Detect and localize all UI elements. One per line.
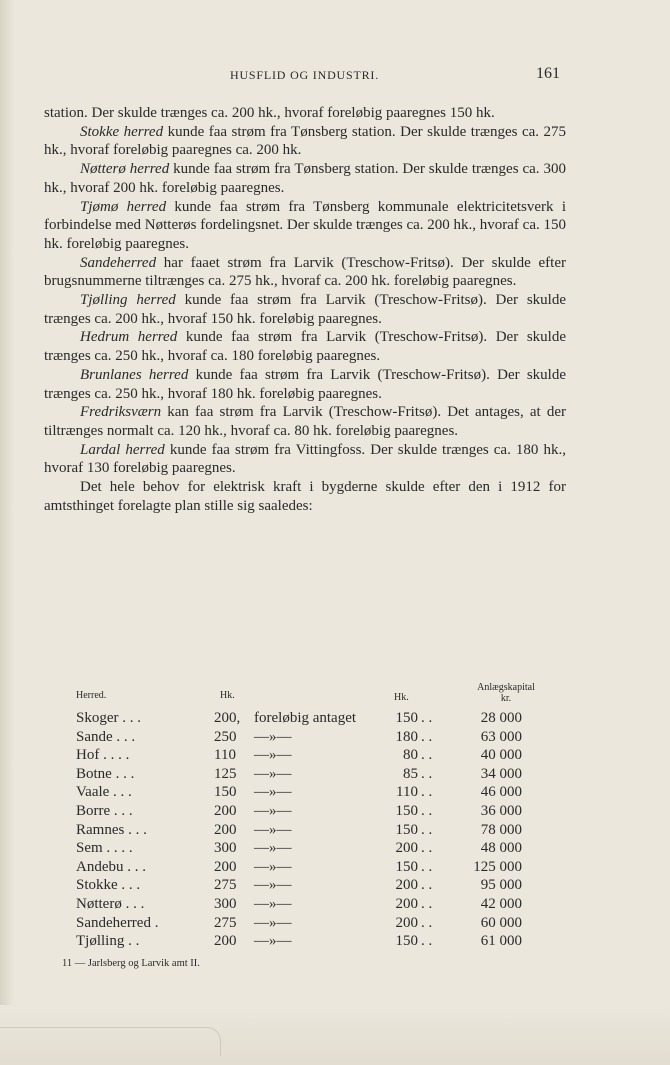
table-row (76, 766, 546, 785)
row-hk-preliminary: 110 (396, 784, 418, 801)
row-herred: Sande . . . (76, 728, 136, 745)
row-note: —»— (254, 895, 292, 912)
paragraph-text: kunde faa strøm fra Larvik (Treschow-Fritsø). Der skulde trænges ca. 250 hk., hvoraf 180 hk. foreløbig paaregnes. (44, 366, 566, 402)
row-herred: Borre . . . (76, 802, 133, 819)
paragraph (44, 254, 566, 291)
table-row (76, 877, 546, 896)
table-row (76, 784, 546, 803)
row-herred: Skoger . . . (76, 710, 141, 726)
paragraph-lead: Nøtterø herred (80, 161, 170, 178)
row-note: —»— (254, 765, 292, 782)
paragraph-lead: Fredriksværn (80, 404, 162, 421)
row-hk-preliminary: 200 (395, 895, 418, 912)
row-herred: Sandeherred . (76, 914, 159, 931)
row-herred: Sem . . . . (76, 840, 133, 857)
row-note: —»— (254, 840, 292, 857)
row-leader-dots: . . (421, 933, 433, 950)
power-demand-table (76, 682, 546, 952)
paragraph (44, 291, 566, 328)
row-hk-preliminary: 150 (395, 858, 418, 875)
row-hk-total: 200 (214, 821, 237, 838)
row-kapital: 61 000 (480, 933, 522, 950)
row-leader-dots: . . (421, 747, 433, 764)
table-row (76, 896, 546, 915)
row-kapital: 125 000 (473, 858, 522, 875)
header-anlaeg-line1: Anlægskapital (477, 682, 535, 693)
row-hk-total: 250 (214, 728, 237, 745)
row-hk-total: 200, (214, 710, 241, 726)
paragraph-text: kunde faa strøm fra Vittingfoss. Der skulde trænges ca. 180 hk., hvoraf 130 foreløbig paaregnes. (44, 441, 566, 477)
row-kapital: 60 000 (480, 914, 522, 931)
paragraph-lead: Tjølling herred (80, 292, 176, 309)
footer-signature: 11 — Jarlsberg og Larvik amt II. (62, 958, 200, 969)
row-kapital: 42 000 (480, 895, 522, 912)
row-note: —»— (254, 784, 292, 801)
table-body (76, 710, 546, 952)
row-hk-preliminary: 200 (395, 914, 418, 931)
table-row (76, 747, 546, 766)
row-kapital: 63 000 (480, 728, 522, 745)
row-hk-total: 300 (214, 840, 237, 857)
row-leader-dots: . . (421, 784, 433, 801)
paragraph-lead: Sandeherred (80, 254, 157, 271)
row-hk-total: 200 (214, 933, 237, 950)
paragraph-text: Det hele behov for elektrisk kraft i bygderne skulde efter den i 1912 for amtsthinget forelagte plan stille sig saaledes: (44, 479, 566, 514)
bottom-page-fold (0, 1005, 670, 1065)
header-herred: Herred. (76, 690, 107, 701)
row-leader-dots: . . (421, 710, 433, 726)
row-leader-dots: . . (421, 877, 433, 894)
row-note: —»— (254, 933, 292, 950)
paragraph (44, 104, 566, 123)
row-leader-dots: . . (421, 821, 433, 838)
row-kapital: 40 000 (480, 747, 522, 764)
row-leader-dots: . . (421, 895, 433, 912)
paragraph-lead: Tjømø herred (80, 198, 167, 215)
row-hk-preliminary: 150 (395, 821, 418, 838)
header-anlaegskapital (461, 682, 551, 704)
paragraph-text: kunde faa strøm fra Larvik (Treschow-Fritsø). Der skulde trænges ca. 200 hk., hvoraf 150 hk. foreløbig paaregnes. (44, 292, 566, 327)
paragraph-lead: Hedrum herred (80, 329, 178, 346)
paragraph-text: kunde faa strøm fra Tønsberg station. Der skulde trænges ca. 300 hk., hvoraf 200 hk. foreløbig paaregnes. (44, 161, 566, 196)
row-hk-preliminary: 150 (395, 933, 418, 950)
row-herred: Stokke . . . (76, 877, 141, 894)
header-title: HUSFLID OG INDUSTRI. (230, 68, 380, 82)
row-kapital: 48 000 (480, 840, 522, 857)
header-anlaeg-line2: kr. (500, 693, 512, 704)
table-row (76, 859, 546, 878)
table-row (76, 710, 546, 729)
row-leader-dots: . . (421, 840, 433, 857)
row-hk-preliminary: 85 (403, 765, 418, 782)
row-hk-total: 300 (214, 895, 237, 912)
row-kapital: 46 000 (480, 784, 522, 801)
row-leader-dots: . . (421, 914, 433, 931)
row-herred: Tjølling . . (76, 933, 140, 950)
paragraph-text: har faaet strøm fra Larvik (Treschow-Fritsø). Der skulde efter brugsnummerne tiltrænges ca. 275 hk., hvoraf ca. 200 hk. foreløbig paaregnes. (44, 254, 566, 290)
row-hk-total: 200 (214, 858, 237, 875)
row-leader-dots: . . (421, 765, 433, 782)
row-kapital: 36 000 (480, 802, 522, 819)
paragraph (44, 328, 566, 365)
row-leader-dots: . . (421, 802, 433, 819)
row-hk-preliminary: 150 (395, 802, 418, 819)
paragraph (44, 478, 566, 515)
header-hk-total: Hk. (220, 690, 235, 701)
paragraph-text: kan faa strøm fra Larvik (Treschow-Fritsø). Det antages, at der tiltrænges normalt ca. 120 hk., hvoraf ca. 80 hk. foreløbig paaregnes. (44, 404, 566, 439)
paragraph (44, 366, 566, 403)
row-hk-preliminary: 80 (403, 747, 418, 764)
paragraph-text: kunde faa strøm fra Larvik (Treschow-Fritsø). Der skulde trænges ca. 250 hk., hvoraf ca. 180 foreløbig paaregnes. (44, 329, 566, 365)
row-herred: Nøtterø . . . (76, 895, 145, 912)
row-kapital: 28 000 (480, 710, 522, 726)
row-herred: Ramnes . . . (76, 821, 147, 838)
row-note: —»— (254, 821, 292, 838)
row-kapital: 95 000 (480, 877, 522, 894)
row-note: foreløbig antaget (254, 710, 357, 726)
paragraph (44, 403, 566, 440)
row-leader-dots: . . (421, 858, 433, 875)
paragraph-text: kunde faa strøm fra Tønsberg station. Der skulde trænges ca. 275 hk., hvoraf foreløbig paaregnes ca. 200 hk. (44, 123, 566, 159)
table-row (76, 840, 546, 859)
paragraph-text: kunde faa strøm fra Tønsberg kommunale elektricitetsverk i forbindelse med Nøtterøs fordelingsnet. Der skulde trænges ca. 200 hk., hvoraf ca. 150 hk. foreløbig paaregnes. (44, 198, 566, 252)
row-kapital: 78 000 (480, 821, 522, 838)
table-row (76, 729, 546, 748)
row-hk-total: 275 (214, 914, 237, 931)
table-row (76, 915, 546, 934)
row-leader-dots: . . (421, 728, 433, 745)
row-hk-preliminary: 150 (395, 710, 418, 726)
row-note: —»— (254, 802, 292, 819)
page-edge-shadow (0, 0, 14, 1065)
row-hk-total: 200 (214, 802, 237, 819)
row-note: —»— (254, 747, 292, 764)
running-header (0, 65, 670, 90)
row-herred: Botne . . . (76, 765, 135, 782)
row-hk-preliminary: 180 (395, 728, 418, 745)
row-herred: Hof . . . . (76, 747, 130, 764)
row-note: —»— (254, 728, 292, 745)
paragraph-lead: Lardal herred (80, 441, 165, 458)
row-hk-total: 125 (214, 765, 237, 782)
row-hk-preliminary: 200 (395, 840, 418, 857)
paragraph-lead: Brunlanes herred (80, 366, 189, 383)
folded-tab (0, 1027, 221, 1056)
page-number: 161 (536, 65, 560, 82)
row-herred: Andebu . . . (76, 858, 146, 875)
row-note: —»— (254, 877, 292, 894)
row-hk-preliminary: 200 (395, 877, 418, 894)
row-kapital: 34 000 (480, 765, 522, 782)
table-header (76, 682, 546, 710)
paragraph-text: station. Der skulde trænges ca. 200 hk., hvoraf foreløbig paaregnes 150 hk. (44, 105, 495, 121)
paragraph-lead: Stokke herred (80, 123, 164, 140)
row-hk-total: 110 (214, 747, 236, 764)
row-note: —»— (254, 914, 292, 931)
header-hk-preliminary: Hk. (394, 692, 409, 703)
table-row (76, 822, 546, 841)
paragraph (44, 441, 566, 478)
paragraph (44, 123, 566, 160)
row-hk-total: 150 (214, 784, 237, 801)
body-text (44, 104, 566, 515)
row-hk-total: 275 (214, 877, 237, 894)
table-row (76, 803, 546, 822)
table-row (76, 933, 546, 952)
row-herred: Vaale . . . (76, 784, 132, 801)
paragraph (44, 198, 566, 254)
paragraph (44, 160, 566, 197)
row-note: —»— (254, 858, 292, 875)
